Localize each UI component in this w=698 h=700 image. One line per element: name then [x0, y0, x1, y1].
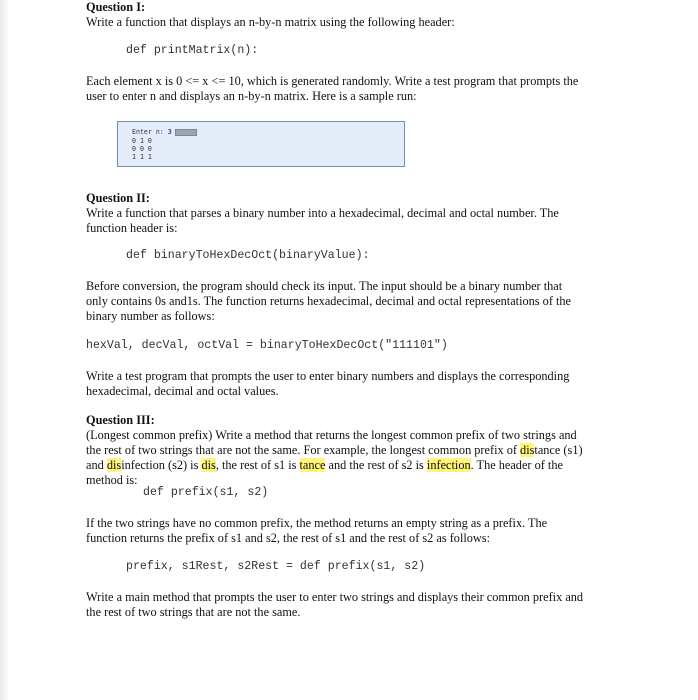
q2-before-line1: Before conversion, the program should check its input. The input should be a binary number that — [86, 279, 563, 293]
highlight-infection: infection — [426, 458, 471, 472]
highlight-tance: tance — [299, 458, 326, 472]
console-row: 1 1 1 — [132, 153, 152, 161]
enter-key-icon — [175, 129, 197, 136]
q2-heading: Question II: — [86, 191, 150, 205]
q1-header-code: def printMatrix(n): — [126, 44, 259, 57]
q3-main-line2: the rest of two strings that are not the same. — [86, 605, 301, 619]
sample-run-console — [117, 121, 405, 167]
highlight-dis: dis — [520, 443, 535, 457]
console-input-value: 3 — [167, 128, 172, 136]
q3-line1: (Longest common prefix) Write a method that returns the longest common prefix of two strings and — [86, 428, 577, 442]
q3-line3-text: infection (s2) is — [121, 458, 202, 472]
q3-header-code: def prefix(s1, s2) — [143, 486, 269, 499]
q3-line3-text: and — [86, 458, 107, 472]
q1-intro: Write a function that displays an n-by-n matrix using the following header: — [86, 15, 455, 29]
q3-line2 — [86, 443, 583, 458]
console-prompt: Enter n: — [132, 128, 164, 136]
q2-intro-line2: function header is: — [86, 221, 178, 235]
q1-heading: Question I: — [86, 0, 146, 14]
console-row: 0 0 0 — [132, 145, 152, 153]
q2-before-line3: binary number as follows: — [86, 309, 215, 323]
q3-heading: Question III: — [86, 413, 155, 427]
q3-line2-text: the rest of two strings that are not the same. For example, the longest common prefix of — [86, 443, 521, 457]
q2-header-code: def binaryToHexDecOct(binaryValue): — [126, 249, 370, 262]
q3-line3-text: and the rest of s2 is — [325, 458, 427, 472]
q2-example-code: hexVal, decVal, octVal = binaryToHexDecOct("111101") — [86, 339, 448, 352]
console-prompt-line — [132, 128, 197, 136]
highlight-dis: dis — [106, 458, 122, 472]
highlight-dis-prefix: dis — [201, 458, 216, 472]
q3-noprefix-line1: If the two strings have no common prefix, the method returns an empty string as a prefix. The — [86, 516, 548, 530]
q3-line2-tance: tance — [534, 443, 561, 457]
q3-example-code: prefix, s1Rest, s2Rest = def prefix(s1, s2) — [126, 560, 426, 573]
q3-line3-text: . The header of the — [470, 458, 563, 472]
page-edge-shadow — [0, 0, 9, 700]
q3-line4: method is: — [86, 473, 138, 487]
q1-desc-line2: user to enter n and displays an n-by-n matrix. Here is a sample run: — [86, 89, 417, 103]
q2-before-line2: only contains 0s and1s. The function returns hexadecimal, decimal and octal representations of the — [86, 294, 572, 308]
q2-test-line1: Write a test program that prompts the user to enter binary numbers and displays the corresponding — [86, 369, 570, 383]
q3-line3-text: , the rest of s1 is — [215, 458, 300, 472]
q2-intro-line1: Write a function that parses a binary number into a hexadecimal, decimal and octal number. The — [86, 206, 559, 220]
q3-line3 — [86, 458, 563, 473]
q2-test-line2: hexadecimal, decimal and octal values. — [86, 384, 279, 398]
q3-main-line1: Write a main method that prompts the user to enter two strings and displays their common prefix and — [86, 590, 584, 604]
q3-line2-end: (s1) — [560, 443, 583, 457]
console-row: 0 1 0 — [132, 137, 152, 145]
q1-desc-line1: Each element x is 0 <= x <= 10, which is generated randomly. Write a test program that prompts the — [86, 74, 579, 88]
q3-noprefix-line2: function returns the prefix of s1 and s2, the rest of s1 and the rest of s2 as follows: — [86, 531, 491, 545]
